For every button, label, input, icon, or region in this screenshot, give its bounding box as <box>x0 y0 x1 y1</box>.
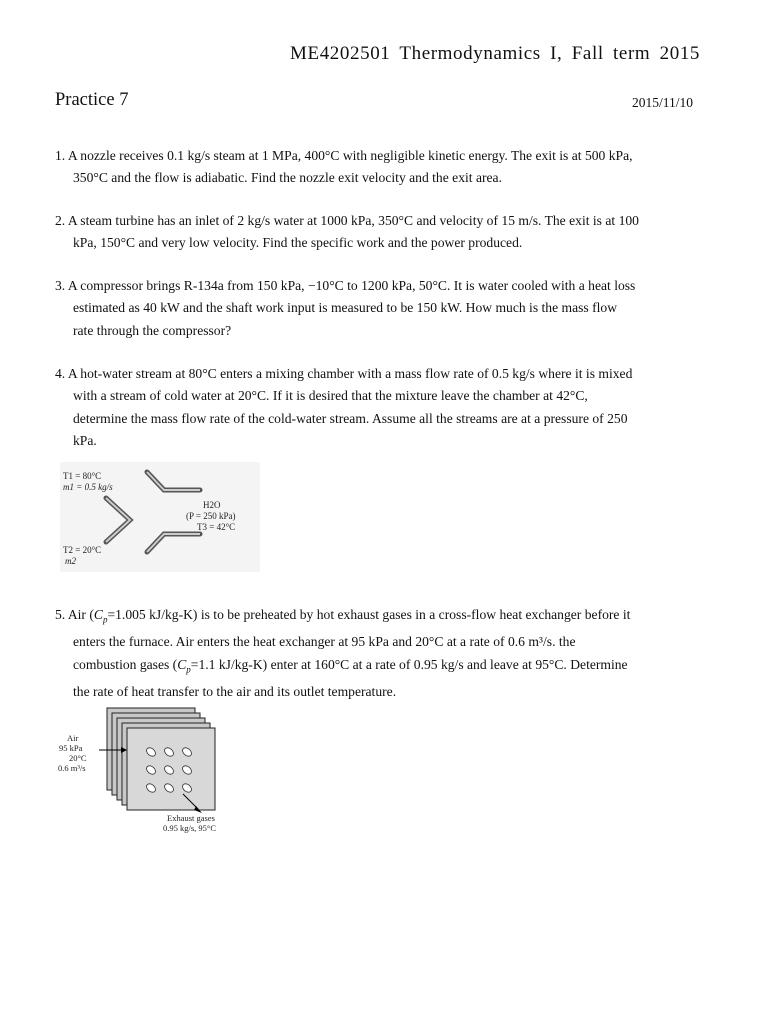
problem-line: with a stream of cold water at 20°C. If it is desired that the mixture leave the chamber at 42°C, <box>73 388 588 404</box>
problem-2 <box>55 210 720 255</box>
problem-4 <box>55 363 720 453</box>
date: 2015/11/10 <box>632 95 694 110</box>
problem-line: 2. A steam turbine has an inlet of 2 kg/s water at 1000 kPa, 350°C and velocity of 15 m/s. The exit is at 100 <box>55 213 639 228</box>
mixing-chamber-figure <box>60 462 260 572</box>
air-temperature-label: 20°C <box>69 753 87 763</box>
problem-line: enters the furnace. Air enters the heat exchanger at 95 kPa and 20°C at a rate of 0.6 m³/s. the <box>73 634 576 650</box>
heat-exchanger-figure <box>55 706 230 841</box>
problem-line: combustion gases ($C_p=1.1$ kJ/kg-K) enter at 160°C at a rate of 0.95 kg/s and leave at 95°C. Determine <box>73 656 628 675</box>
course-heading: ME4202501 Thermodynamics I, Fall term 2015 <box>290 43 701 64</box>
problem-line: rate through the compressor? <box>73 322 232 338</box>
t2-label: T2 = 20°C <box>63 545 102 555</box>
m1-label: m1 = 0.5 kg/s <box>63 482 113 492</box>
page-title: Practice 7 <box>55 90 129 110</box>
problem-line: 1. A nozzle receives 0.1 kg/s steam at 1 MPa, 400°C with negligible kinetic energy. The exit is at 500 kPa, <box>55 148 633 163</box>
pressure-label: (P = 250 kPa) <box>186 511 236 521</box>
exhaust-state-label: 0.95 kg/s, 95°C <box>163 823 216 833</box>
problem-line: determine the mass flow rate of the cold-water stream. Assume all the streams are at a pressure of 250 <box>73 410 628 426</box>
t1-label: T1 = 80°C <box>63 471 102 481</box>
problem-5 <box>55 604 720 703</box>
problem-line: kPa, 150°C and very low velocity. Find the specific work and the power produced. <box>73 235 523 251</box>
problem-line: the rate of heat transfer to the air and its outlet temperature. <box>73 683 397 699</box>
problem-line: 350°C and the flow is adiabatic. Find the nozzle exit velocity and the exit area. <box>73 170 502 186</box>
problem-1 <box>55 145 720 190</box>
problem-line: 5. Air ($C_p=1.005$ kJ/kg-K) is to be preheated by hot exhaust gases in a cross-flow heat exchanger before it <box>55 607 631 625</box>
t3-label: T3 = 42°C <box>197 522 236 532</box>
problem-3 <box>55 275 720 342</box>
exhaust-label: Exhaust gases <box>167 813 215 823</box>
problem-line: kPa. <box>73 433 97 449</box>
problem-line: 4. A hot-water stream at 80°C enters a mixing chamber with a mass flow rate of 0.5 kg/s where it is mixed <box>55 366 633 381</box>
air-pressure-label: 95 kPa <box>59 743 83 753</box>
air-flow-label: 0.6 m³/s <box>58 763 86 773</box>
m2-label: m2 <box>65 556 76 566</box>
problem-line: 3. A compressor brings R-134a from 150 kPa, −10°C to 1200 kPa, 50°C. It is water cooled with a heat loss <box>55 278 636 293</box>
fluid-label: H2O <box>203 500 221 510</box>
air-label: Air <box>67 733 79 743</box>
problem-line: estimated as 40 kW and the shaft work input is measured to be 150 kW. How much is the mass flow <box>73 300 618 316</box>
